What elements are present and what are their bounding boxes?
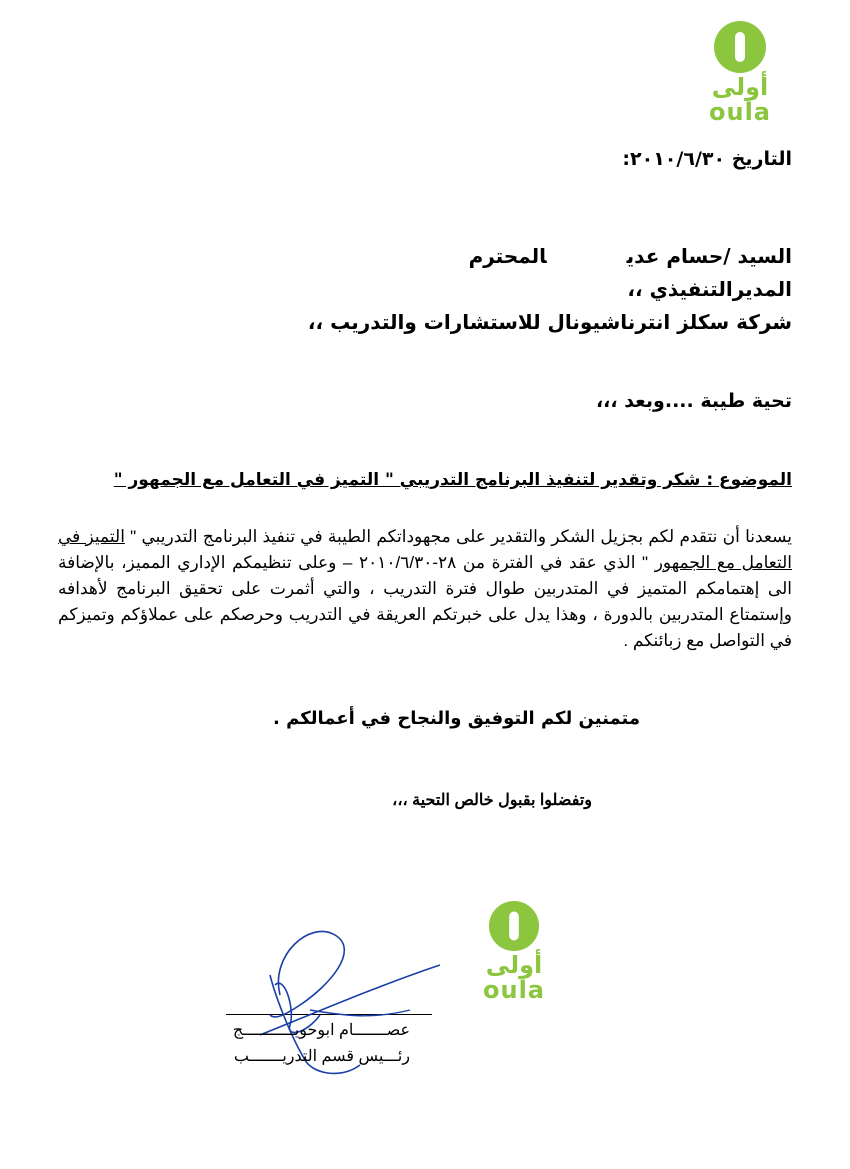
letter-subject: الموضوع : شكر وتقدير لتنفيذ البرنامج التدريبي " التميز في التعامل مع الجمهور " bbox=[113, 470, 792, 490]
recipient-position: المديرالتنفيذي ،، bbox=[627, 277, 792, 301]
body-program-name: التميز في التعامل مع الجمهور bbox=[58, 527, 793, 572]
body-text-after: " الذي عقد في الفترة من ٢٨-٢٠١٠/٦/٣٠ – وعلى تنظيمكم الإداري المميز، بالإضافة الى إهتمامكم المتميز في المتدربين طوال فترة التدريب ، والتي أثمرت على تحقيق البرنامج لأهدافه وإستمتاع المتدربين بالدورة ، وهذا يدل على خبرتكم العريقة في التدريب وحرصكم على عملاؤكم وتميزكم في التواصل مع زبائنكم . bbox=[58, 553, 792, 650]
recipient-honorific: المحترم bbox=[468, 244, 547, 268]
company-logo-top bbox=[688, 20, 792, 124]
logo-circle-icon bbox=[488, 900, 540, 952]
recipient-block bbox=[308, 240, 792, 339]
signatory-name: عصـــــــام ابوحويـــــــــــج bbox=[232, 1022, 410, 1039]
logo-english-text: oula bbox=[709, 98, 771, 126]
logo-english-text: oula bbox=[483, 976, 545, 1004]
body-text-before: يسعدنا أن نتقدم لكم بجزيل الشكر والتقدير على مجهوداتكم الطيبة في تنفيذ البرنامج التدريبي " bbox=[124, 527, 793, 546]
signatory-title: رئـــيس قسم التدريـــــــب bbox=[233, 1048, 410, 1065]
logo-arabic-text: أولى bbox=[485, 951, 543, 979]
company-logo-stamp bbox=[464, 900, 564, 1002]
letter-wishes: متمنين لكم التوفيق والنجاح في أعمالكم . bbox=[273, 708, 640, 729]
recipient-company: شركة سكلز انترناشيونال للاستشارات والتدريب ،، bbox=[307, 310, 792, 334]
recipient-name-line bbox=[308, 240, 792, 273]
greeting: تحية طيبة ....وبعد ،،، bbox=[595, 390, 792, 412]
logo-arabic-text: أولى bbox=[711, 73, 769, 101]
recipient-name: السيد /حسام عدي bbox=[626, 244, 792, 268]
letter-date: التاريخ ٢٠١٠/٦/٣٠: bbox=[622, 148, 792, 170]
letter-closing: وتفضلوا بقبول خالص التحية ،،، bbox=[392, 792, 592, 809]
letter-body bbox=[58, 524, 792, 654]
logo-circle-icon bbox=[713, 20, 767, 74]
